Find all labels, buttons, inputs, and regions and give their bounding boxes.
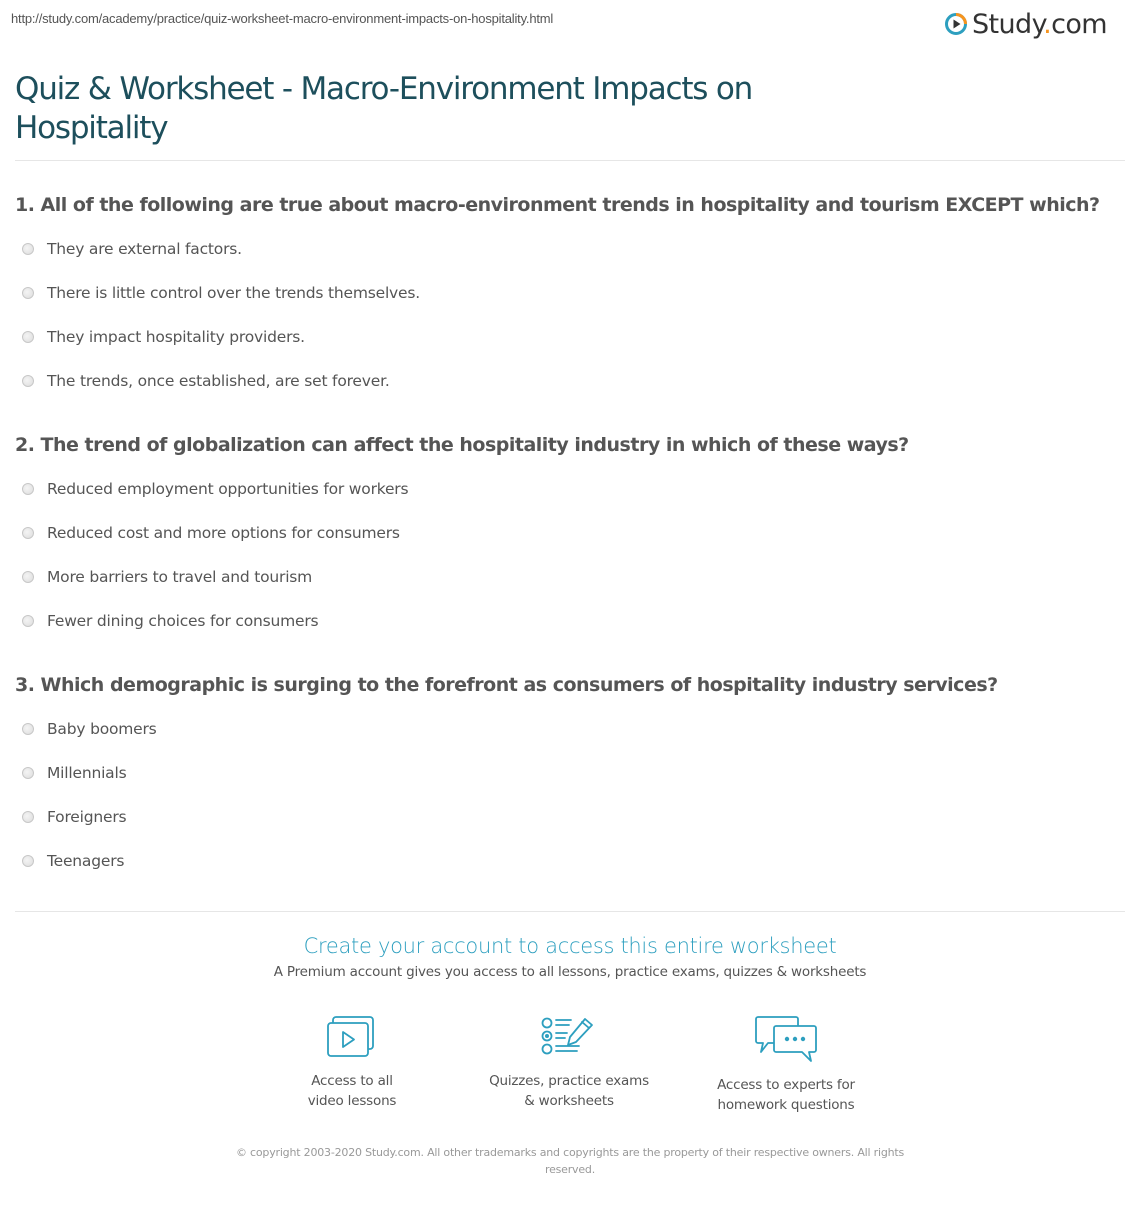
q3-option-4[interactable]: Teenagers	[22, 850, 124, 872]
logo-text: Study.com	[972, 8, 1107, 40]
radio-button[interactable]	[22, 723, 34, 735]
chat-bubbles-icon	[754, 1015, 818, 1063]
feature-quizzes: Quizzes, practice exams & worksheets	[469, 1015, 669, 1111]
page-url: http://study.com/academy/practice/quiz-worksheet-macro-environment-impacts-on-hospitality.html	[11, 11, 554, 26]
feature-experts: Access to experts for homework questions	[686, 1015, 886, 1115]
q2-option-4[interactable]: Fewer dining choices for consumers	[22, 610, 318, 632]
study-logo[interactable]	[944, 8, 1107, 40]
radio-button[interactable]	[22, 767, 34, 779]
q2-option-3[interactable]: More barriers to travel and tourism	[22, 566, 312, 588]
radio-button[interactable]	[22, 615, 34, 627]
radio-button[interactable]	[22, 375, 34, 387]
copyright-notice: © copyright 2003-2020 Study.com. All other trademarks and copyrights are the property of their respective owners. All rights reserved.	[235, 1146, 905, 1176]
radio-button[interactable]	[22, 483, 34, 495]
question-1: 1. All of the following are true about macro-environment trends in hospitality and tourism EXCEPT which?	[15, 194, 1100, 216]
q3-option-1[interactable]: Baby boomers	[22, 718, 157, 740]
radio-button[interactable]	[22, 855, 34, 867]
feature-video-lessons: Access to all video lessons	[252, 1015, 452, 1111]
play-circle-icon	[944, 12, 968, 36]
q1-option-2[interactable]: There is little control over the trends themselves.	[22, 282, 420, 304]
video-lessons-icon	[326, 1015, 378, 1059]
q1-option-1[interactable]: They are external factors.	[22, 238, 242, 260]
q1-option-4[interactable]: The trends, once established, are set forever.	[22, 370, 390, 392]
cta-subtitle: A Premium account gives you access to all lessons, practice exams, quizzes & worksheets	[273, 964, 867, 980]
section-divider	[15, 911, 1125, 912]
radio-button[interactable]	[22, 331, 34, 343]
q3-option-3[interactable]: Foreigners	[22, 806, 126, 828]
q1-option-3[interactable]: They impact hospitality providers.	[22, 326, 305, 348]
radio-button[interactable]	[22, 243, 34, 255]
radio-button[interactable]	[22, 527, 34, 539]
q3-option-2[interactable]: Millennials	[22, 762, 126, 784]
question-2: 2. The trend of globalization can affect the hospitality industry in which of these ways?	[15, 434, 909, 456]
create-account-link[interactable]: Create your account to access this entire worksheet	[303, 934, 837, 958]
q2-option-1[interactable]: Reduced employment opportunities for workers	[22, 478, 408, 500]
radio-button[interactable]	[22, 287, 34, 299]
title-divider	[15, 160, 1125, 161]
page-title: Quiz & Worksheet - Macro-Environment Impacts on Hospitality	[15, 71, 753, 146]
q2-option-2[interactable]: Reduced cost and more options for consumers	[22, 522, 400, 544]
question-3: 3. Which demographic is surging to the forefront as consumers of hospitality industry services?	[15, 674, 998, 696]
radio-button[interactable]	[22, 811, 34, 823]
quiz-checklist-icon	[541, 1015, 597, 1059]
radio-button[interactable]	[22, 571, 34, 583]
